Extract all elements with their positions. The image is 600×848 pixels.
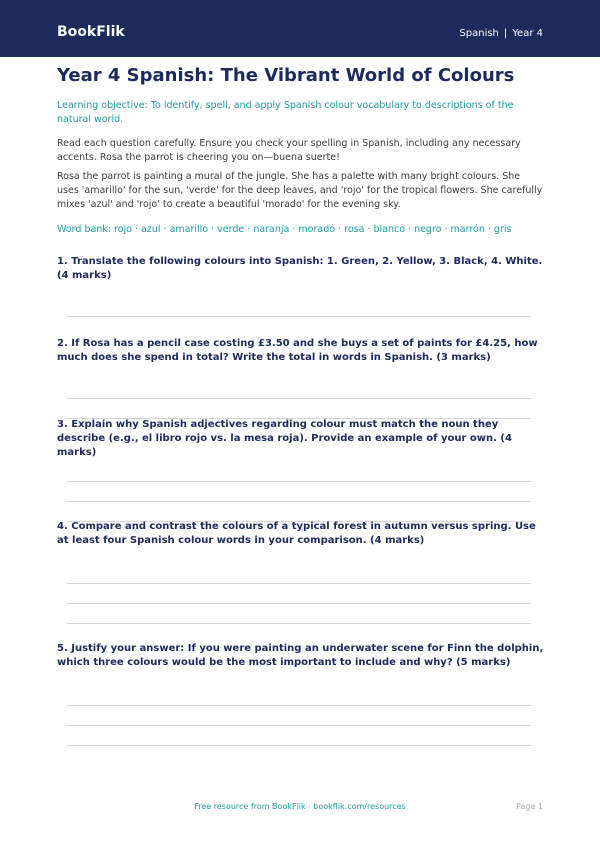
brand-logo[interactable]: BookFlik: [57, 24, 125, 40]
question-4: 4. Compare and contrast the colours of a typical forest in autumn versus spring. Use at least four Spanish colour words in your comparison. (4 marks): [57, 521, 536, 546]
answer-line[interactable]: [67, 501, 531, 502]
answer-line[interactable]: [67, 316, 531, 317]
story-text: Rosa the parrot is painting a mural of the jungle. She has a palette with many bright colours. She uses 'amarillo' for the sun, 'verde' for the deep leaves, and 'rojo' for the tropical flowers. She carefully mixes 'azul' and 'rojo' to create a beautiful 'morado' for the evening sky.: [57, 171, 543, 210]
page-title: Year 4 Spanish: The Vibrant World of Colours: [57, 65, 515, 86]
subject-label: Spanish: [459, 28, 499, 39]
answer-line[interactable]: [67, 583, 531, 584]
footer-source-link[interactable]: Free resource from BookFlik · bookflik.com/resources: [194, 802, 406, 811]
page-number: Page 1: [516, 802, 543, 811]
answer-line[interactable]: [67, 705, 531, 706]
answer-line[interactable]: [67, 623, 531, 624]
year-label: Year 4: [512, 28, 543, 39]
answer-line[interactable]: [67, 725, 531, 726]
question-2: 2. If Rosa has a pencil case costing £3.50 and she buys a set of paints for £4.25, how much does she spend in total? Write the total in words in Spanish. (3 marks): [57, 338, 538, 363]
question-1: 1. Translate the following colours into Spanish: 1. Green, 2. Yellow, 3. Black, 4. White. (4 marks): [57, 256, 543, 281]
breadcrumb-separator: |: [503, 28, 508, 39]
answer-line[interactable]: [67, 481, 531, 482]
answer-line[interactable]: [67, 398, 531, 399]
answer-line[interactable]: [67, 603, 531, 604]
word-bank: Word bank: rojo · azul · amarillo · verde · naranja · morado · rosa · blanco · negro · marrón · gris: [57, 224, 512, 235]
header-bar: [0, 0, 600, 57]
learning-objective: Learning objective: To identify, spell, and apply Spanish colour vocabulary to descriptions of the natural world.: [57, 100, 514, 125]
question-3: 3. Explain why Spanish adjectives regarding colour must match the noun they describe (e.g., el libro rojo vs. la mesa roja). Provide an example of your own. (4 marks): [57, 419, 512, 458]
answer-line[interactable]: [67, 745, 531, 746]
question-5: 5. Justify your answer: If you were painting an underwater scene for Finn the dolphin, which three colours would be the most important to include and why? (5 marks): [57, 643, 544, 668]
breadcrumb: [459, 27, 543, 41]
instructions-text: Read each question carefully. Ensure you check your spelling in Spanish, including any necessary accents. Rosa the parrot is cheering you on—buena suerte!: [57, 138, 521, 163]
